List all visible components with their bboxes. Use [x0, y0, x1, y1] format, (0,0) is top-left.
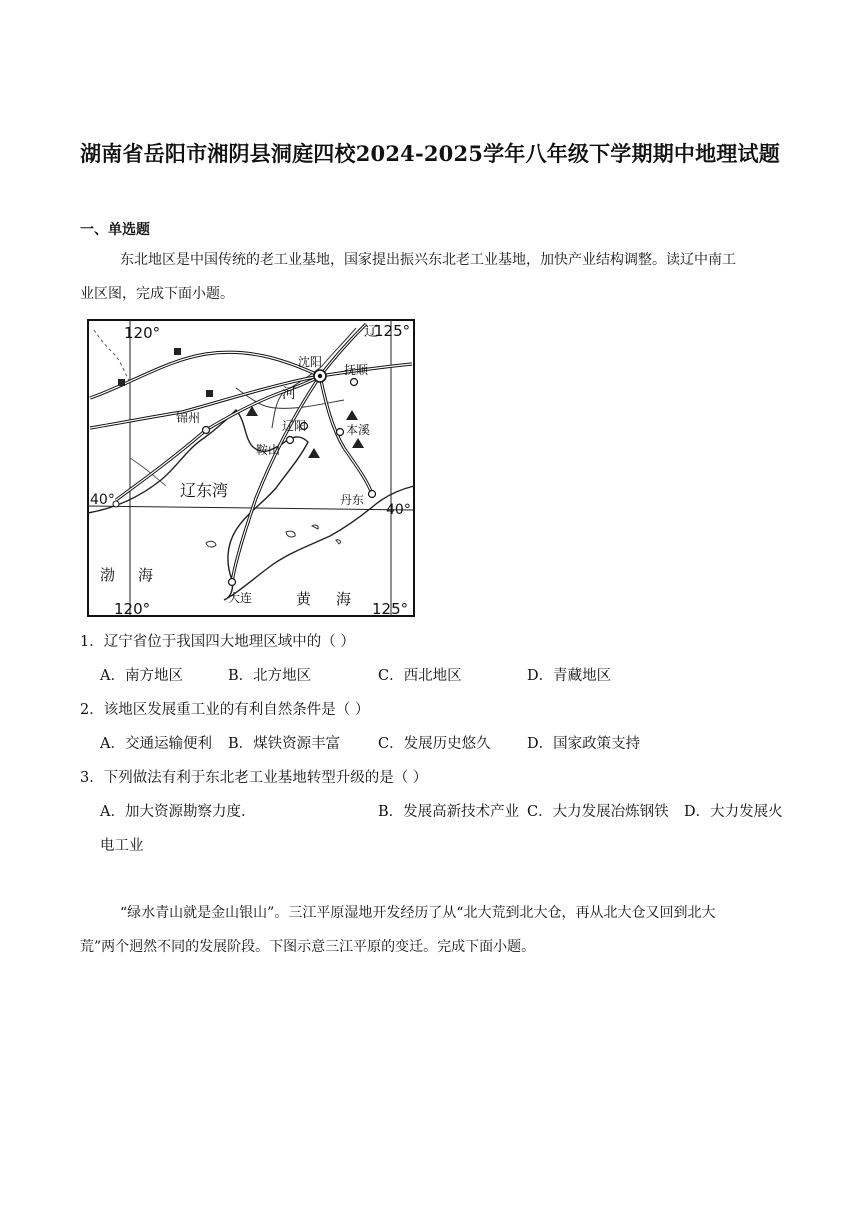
- question-1-option-d: D．青藏地区: [527, 668, 612, 684]
- label-liao: 辽: [364, 324, 378, 340]
- question-3-option-d-continued: 电工业: [100, 838, 144, 854]
- city-label-anshan: 鞍山: [256, 443, 281, 457]
- label-hai-huanghai: 海: [336, 590, 352, 608]
- lat-label-left: 40°: [90, 492, 115, 508]
- city-label-fushun: 抚顺: [344, 363, 369, 377]
- city-label-jinzhou: 锦州: [176, 411, 201, 425]
- coal-symbol: [174, 348, 181, 355]
- map-svg: [86, 318, 416, 618]
- question-2-option-c: C．发展历史悠久: [378, 736, 491, 752]
- lon-label-left-top: 120°: [124, 324, 161, 342]
- city-label-dalian: 大连: [228, 591, 253, 605]
- city-label-shenyang: 沈阳: [298, 355, 323, 369]
- question-2-option-d: D．国家政策支持: [527, 736, 641, 752]
- city-label-dandong: 丹东: [340, 493, 365, 507]
- label-huang: 黄: [296, 590, 312, 608]
- label-bo: 渤: [100, 566, 116, 584]
- question-1-option-c: C．西北地区: [378, 668, 462, 684]
- label-hai-bohai: 海: [138, 566, 154, 584]
- intro2-paragraph-line-2: 荒”两个迥然不同的发展阶段。下图示意三江平原的变迁。完成下面小题。: [80, 939, 536, 955]
- intro-paragraph-line-1: 东北地区是中国传统的老工业基地，国家提出振兴东北老工业基地，加快产业结构调整。读辽中南工: [120, 252, 736, 268]
- intro2-paragraph-line-1: “绿水青山就是金山银山”。三江平原湿地开发经历了从“北大荒到北大仓，再从北大仓又回到北大: [120, 905, 716, 921]
- page-title: 湖南省岳阳市湘阴县洞庭四校2024-2025学年八年级下学期期中地理试题: [80, 141, 780, 166]
- coal-symbol: [118, 379, 125, 386]
- liaozhongnan-industrial-map: [86, 318, 416, 618]
- question-2-option-b: B．煤铁资源丰富: [228, 736, 341, 752]
- city-dandong-marker: [369, 491, 376, 498]
- label-liaodong-bay: 辽东湾: [180, 481, 229, 500]
- city-shenyang-dot: [318, 374, 322, 378]
- question-3-option-d: D．大力发展火: [684, 804, 783, 820]
- question-3-stem: 3．下列做法有利于东北老工业基地转型升级的是（ ）: [80, 770, 428, 786]
- lat-label-right: 40°: [386, 502, 411, 518]
- question-3-option-a: A．加大资源勘察力度.: [100, 804, 246, 820]
- city-fushun-marker: [351, 379, 358, 386]
- question-2-option-a: A．交通运输便利: [100, 736, 212, 752]
- question-3-option-b: B．发展高新技术产业: [378, 804, 520, 820]
- label-he: 河: [282, 386, 296, 402]
- city-label-liaoyang: 辽阳: [282, 419, 307, 433]
- section-heading: 一、单选题: [80, 222, 150, 238]
- question-1-stem: 1．辽宁省位于我国四大地理区域中的（ ）: [80, 634, 355, 650]
- question-1-option-b: B．北方地区: [228, 668, 312, 684]
- question-2-stem: 2．该地区发展重工业的有利自然条件是（ ）: [80, 702, 370, 718]
- city-benxi-marker: [337, 429, 344, 436]
- coal-symbol: [206, 390, 213, 397]
- intro-paragraph-line-2: 业区图，完成下面小题。: [80, 286, 234, 302]
- city-label-benxi: 本溪: [346, 423, 371, 437]
- lon-label-right-bottom: 125°: [372, 600, 409, 618]
- lon-label-left-bottom: 120°: [114, 600, 151, 618]
- question-3-option-c: C．大力发展冶炼钢铁: [527, 804, 669, 820]
- lon-label-right-top: 125°: [374, 322, 411, 340]
- city-dalian-marker: [229, 579, 236, 586]
- question-1-option-a: A．南方地区: [100, 668, 183, 684]
- city-anshan-marker: [287, 437, 294, 444]
- city-jinzhou-marker: [203, 427, 210, 434]
